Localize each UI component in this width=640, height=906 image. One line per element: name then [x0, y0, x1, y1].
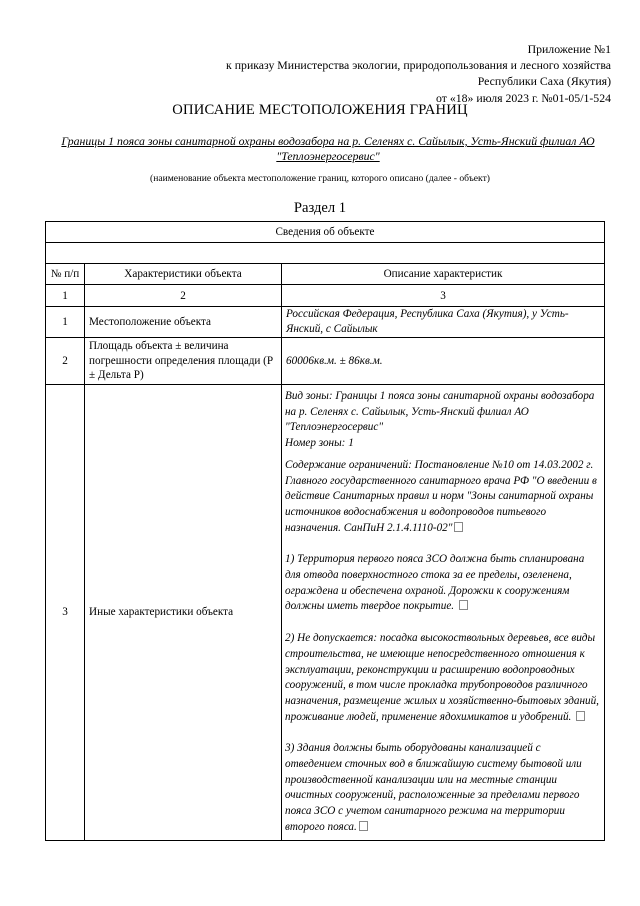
appendix-line: к приказу Министерства экологии, природопользования и лесного хозяйства: [226, 58, 611, 73]
appendix-block: [226, 41, 611, 106]
row-num: 2: [46, 338, 85, 385]
row-characteristic: Площадь объекта ± величина погрешности определения площади (Р ± Дельта Р): [85, 338, 282, 385]
object-info-table: [45, 221, 605, 841]
zone-type-text: Вид зоны: Границы 1 пояса зоны санитарной охраны водозабора на р. Селенях с. Сайылык, Усть-Янский филиал АО "Теплоэнергосервис": [285, 390, 595, 434]
row-characteristic: Местоположение объекта: [85, 307, 282, 338]
restriction-item-text: 2) Не допускается: посадка высокоствольных деревьев, все виды строительства, не имеющие непосредственного отношения к эксплуатации, реконструкции и расширению водопроводных сооружений, в том числе прокладка трубопроводов различного назначения, размещение жилых и хозяйственно-бытовых зданий, проживание людей, применение ядохимикатов и удобрений.: [285, 632, 599, 723]
row-description: 60006кв.м. ± 86кв.м.: [282, 338, 605, 385]
document-title: ОПИСАНИЕ МЕСТОПОЛОЖЕНИЯ ГРАНИЦ: [172, 102, 468, 118]
row-description: [282, 385, 605, 841]
appendix-line: Республики Саха (Якутия): [477, 74, 611, 89]
table-row: [46, 385, 605, 841]
placeholder-box-icon: [454, 522, 463, 532]
row-characteristic: Иные характеристики объекта: [85, 385, 282, 841]
numbering-cell: 1: [46, 285, 85, 307]
restriction-item-text: 3) Здания должны быть оборудованы канализацией с отведением сточных вод в ближайшую систему бытовой или производственной канализации или на местные станции очистных сооружений, расположенные за пределами первого пояса ЗСО с учетом санитарного режима на территории второго пояса.: [285, 742, 582, 833]
header-characteristic: Характеристики объекта: [85, 264, 282, 285]
appendix-line: Приложение №1: [527, 42, 611, 56]
table-row: [46, 307, 605, 338]
table-row: [46, 338, 605, 385]
zone-number-text: Номер зоны: 1: [285, 437, 354, 450]
restriction-item-2: [285, 631, 600, 725]
object-name-line: "Теплоэнергосервис": [276, 149, 380, 163]
row-num: 3: [46, 385, 85, 841]
restriction-item-text: 1) Территория первого пояса ЗСО должна быть спланирована для отвода поверхностного стока за ее пределы, озеленена, ограждена и обеспечена охраной. Дорожки к сооружениям должны иметь твердое покрытие.: [285, 553, 585, 613]
restrictions-paragraph: [285, 458, 600, 537]
section-title: Раздел 1: [293, 200, 347, 216]
table-empty-row: [46, 243, 605, 264]
restriction-item-1: [285, 552, 600, 615]
numbering-cell: 3: [282, 285, 605, 307]
numbering-cell: 2: [85, 285, 282, 307]
placeholder-box-icon: [359, 821, 368, 831]
object-name-note: (наименование объекта местоположение границ, которого описано (далее - объект): [150, 173, 490, 184]
object-name: [48, 134, 608, 164]
restrictions-text: Содержание ограничений: Постановление №10 от 14.03.2002 г. Главного государственного санитарного врача РФ "О введении в действие Санитарных правил и норм "Зоны санитарной охраны источников водоснабжения и водопроводов питьевого назначения. СанПиН 2.1.4.1110-02": [285, 458, 597, 534]
placeholder-box-icon: [576, 711, 585, 721]
object-name-line: Границы 1 пояса зоны санитарной охраны водозабора на р. Селенях с. Сайылык, Усть-Янский филиал АО: [61, 134, 595, 148]
placeholder-box-icon: [459, 600, 468, 610]
appendix-line: от «18» июля 2023 г. №01-05/1-524: [435, 90, 611, 105]
header-num: № п/п: [46, 264, 85, 285]
restriction-item-3: [285, 741, 600, 835]
table-caption: Сведения об объекте: [46, 222, 605, 243]
header-description: Описание характеристик: [282, 264, 605, 285]
row-num: 1: [46, 307, 85, 338]
row-description: Российская Федерация, Республика Саха (Якутия), у Усть-Янский, с Сайылык: [282, 307, 605, 338]
